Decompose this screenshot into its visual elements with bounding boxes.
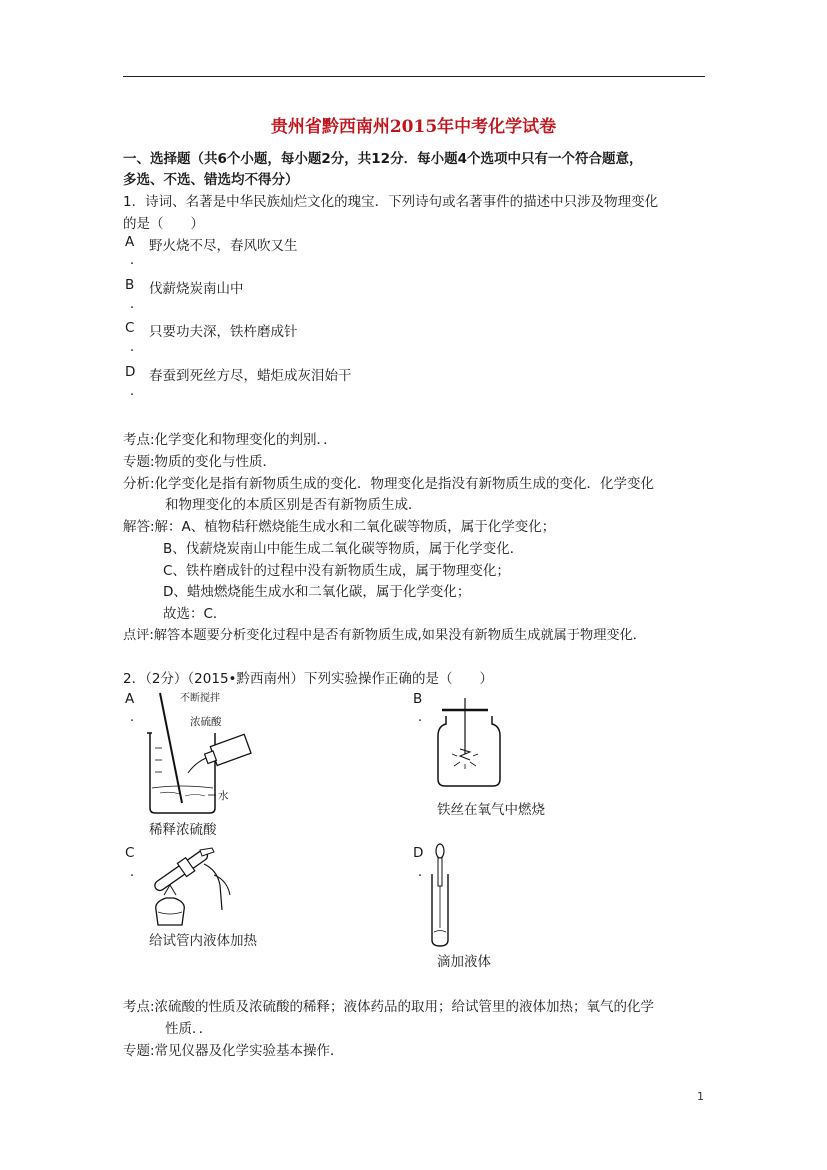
- q1-jieda-line2: B、伐薪烧炭南山中能生成二氧化碳等物质，属于化学变化．: [163, 541, 524, 557]
- q1-option-a-text: 野火烧不尽，春风吹又生: [149, 238, 298, 254]
- q1-option-c-dot: .: [130, 340, 135, 355]
- q1-option-a-letter: A: [125, 234, 135, 250]
- q2-option-b-dot: .: [418, 710, 423, 725]
- q2-option-a-dot: .: [130, 710, 135, 725]
- q2-kaodian-line2: 性质．．: [165, 1021, 213, 1037]
- q1-option-b-text: 伐薪烧炭南山中: [149, 281, 244, 297]
- q1-option-b-letter: B: [125, 277, 135, 293]
- label-water: 水: [218, 790, 229, 802]
- header-rule: [123, 76, 705, 77]
- q1-option-d-letter: D: [125, 364, 136, 380]
- label-stir: 不断搅拌: [180, 693, 220, 704]
- q2-option-b-caption: 铁丝在氧气中燃烧: [437, 802, 545, 818]
- q2-kaodian-line1: 考点:浓硫酸的性质及浓硫酸的稀释；液体药品的取用；给试管里的液体加热；氧气的化学: [123, 999, 655, 1015]
- page-title: 贵州省黔西南州2015年中考化学试卷: [270, 117, 557, 137]
- q2-option-c-caption: 给试管内液体加热: [149, 933, 257, 949]
- q1-dianping: 点评:解答本题要分析变化过程中是否有新物质生成,如果没有新物质生成就属于物理变化．: [123, 628, 646, 643]
- q1-option-c-text: 只要功夫深，铁杵磨成针: [149, 324, 298, 340]
- q2-option-d-dot: .: [418, 865, 423, 880]
- q1-kaodian: 考点:化学变化和物理变化的判别．．: [123, 432, 337, 448]
- section-heading-line1: 一、选择题（共6个小题，每小题2分，共12分．每小题4个选项中只有一个符合题意，: [123, 151, 643, 167]
- dropper-figure: [425, 842, 455, 948]
- q1-zhuanti: 专题:物质的变化与性质．: [123, 454, 277, 470]
- q2-option-c-dot: .: [130, 865, 135, 880]
- iron-burning-figure: [432, 694, 512, 794]
- dilute-acid-figure: [140, 688, 255, 818]
- q2-stem: 2．（2分）（2015•黔西南州）下列实验操作正确的是（ ）: [123, 671, 493, 687]
- q1-fenxi-line1: 分析:化学变化是指有新物质生成的变化．物理变化是指没有新物质生成的变化．化学变化: [123, 476, 655, 492]
- heat-liquid-figure: [142, 840, 242, 930]
- q1-option-a-dot: .: [130, 253, 135, 268]
- q1-option-d-text: 春蚕到死丝方尽，蜡炬成灰泪始干: [149, 368, 352, 384]
- q1-option-b-dot: .: [130, 297, 135, 312]
- q2-option-a-caption: 稀释浓硫酸: [149, 822, 217, 838]
- q1-jieda-line5: 故选：C．: [163, 606, 227, 622]
- q1-stem-line2: 的是（ ）: [123, 216, 204, 232]
- q1-fenxi-line2: 和物理变化的本质区别是否有新物质生成．: [165, 497, 422, 513]
- q1-jieda-line3: C、铁杵磨成针的过程中没有新物质生成，属于物理变化；: [163, 563, 510, 579]
- page-number: 1: [697, 1090, 704, 1103]
- q2-option-c-letter: C: [125, 845, 135, 861]
- q1-option-c-letter: C: [125, 320, 135, 336]
- q2-option-b-letter: B: [413, 691, 423, 707]
- q1-jieda-line4: D、蜡烛燃烧能生成水和二氧化碳，属于化学变化；: [163, 584, 471, 600]
- q1-stem-line1: 1．诗词、名著是中华民族灿烂文化的瑰宝．下列诗句或名著事件的描述中只涉及物理变化: [123, 194, 659, 210]
- q2-option-a-letter: A: [125, 691, 135, 707]
- q1-option-d-dot: .: [130, 384, 135, 399]
- q1-jieda-line1: 解答:解：A、植物秸秆燃烧能生成水和二氧化碳等物质，属于化学变化；: [123, 519, 556, 535]
- section-heading-line2: 多选、不选、错选均不得分）: [123, 172, 299, 188]
- q2-zhuanti: 专题:常见仪器及化学实验基本操作．: [123, 1043, 344, 1059]
- label-conc-acid: 浓硫酸: [190, 716, 222, 728]
- q2-option-d-letter: D: [413, 845, 424, 861]
- q2-option-d-caption: 滴加液体: [437, 954, 491, 970]
